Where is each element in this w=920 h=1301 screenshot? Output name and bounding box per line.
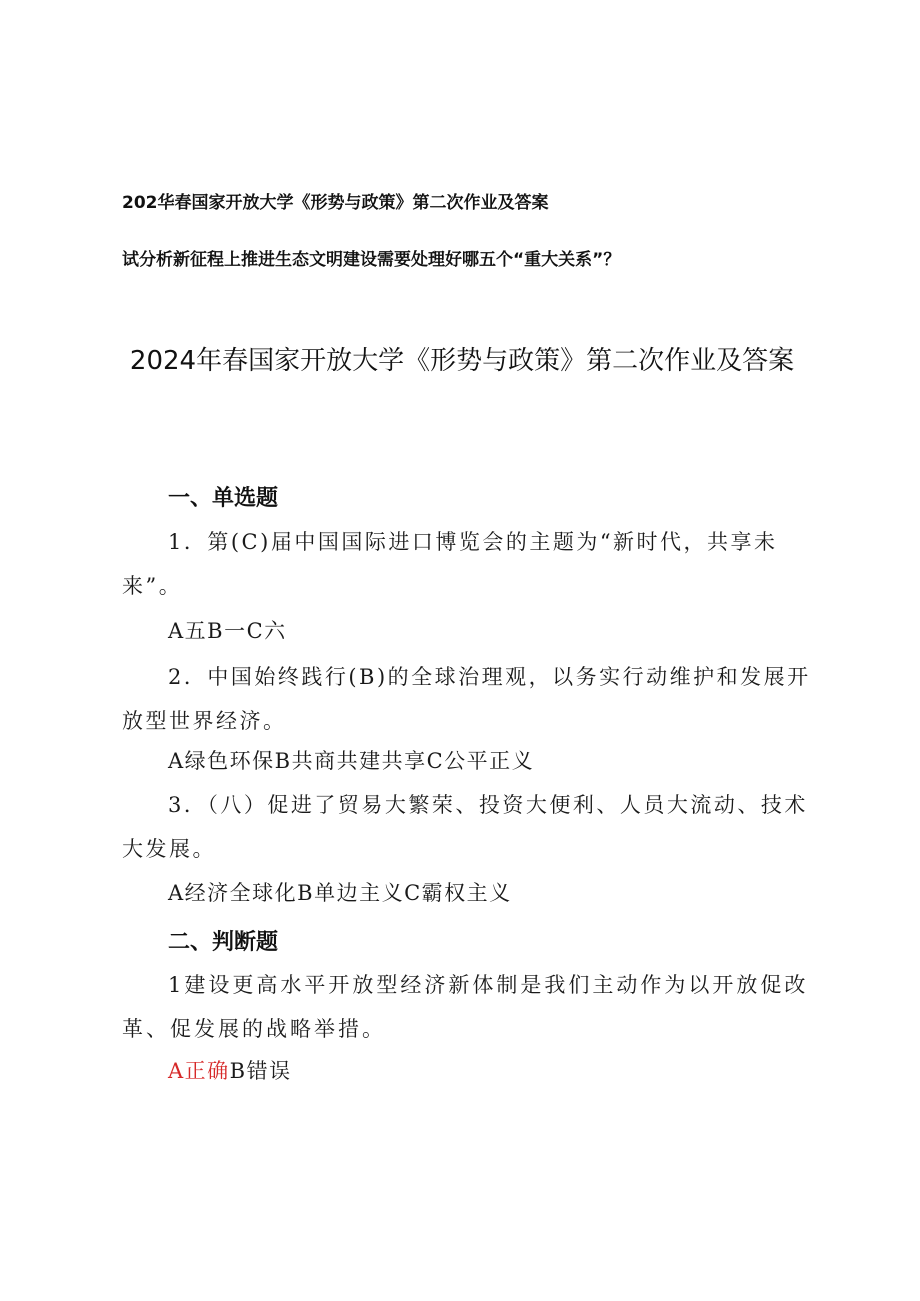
question-2-options: A绿色环保B共商共建共享C公平正义 <box>168 749 535 773</box>
section-heading-single-choice: 一、单选题 <box>168 486 279 511</box>
section-heading-true-false: 二、判断题 <box>168 930 279 955</box>
question-2: 2．中国始终践行(B)的全球治理观，以务实行动维护和发展开放型世界经济。 <box>122 665 811 733</box>
question-1-options: A五B一C六 <box>168 619 287 643</box>
judgment-question-1-options <box>168 1055 292 1085</box>
judgment-question-1: 1建设更高水平开放型经济新体制是我们主动作为以开放促改革、促发展的战略举措。 <box>122 973 809 1041</box>
question-3-options: A经济全球化B单边主义C霸权主义 <box>168 881 512 905</box>
answer-option: B错误 <box>229 1059 292 1083</box>
document-title: 2024年春国家开放大学《形势与政策》第二次作业及答案 <box>129 346 795 376</box>
question-1: 1．第(C)届中国国际进口博览会的主题为“新时代，共享未来”。 <box>122 530 778 598</box>
correct-answer-option: A正确 <box>168 1059 230 1083</box>
question-3: 3．（八）促进了贸易大繁荣、投资大便利、人员大流动、技术大发展。 <box>122 793 808 861</box>
header-title-line: 202华春国家开放大学《形势与政策》第二次作业及答案 <box>122 193 549 213</box>
header-question-line: 试分析新征程上推进生态文明建设需要处理好哪五个“重大关系”？ <box>122 250 621 270</box>
